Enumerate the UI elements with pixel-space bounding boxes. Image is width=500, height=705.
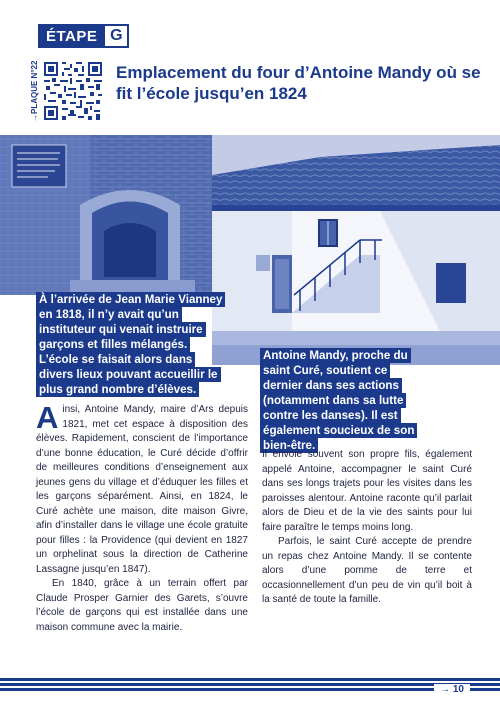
plaque-number: →PLAQUE N°22 <box>30 60 39 122</box>
callout-right <box>260 348 420 453</box>
body-column-left <box>36 400 248 635</box>
body-paragraph: En 1840, grâce à un terrain offert par Claude Prosper Garnier des Garets, s’ouvre l’école de garçons qui est installée dans une maison commune avec la mairie. <box>36 578 248 633</box>
page-title: Emplacement du four d’Antoine Mandy où se fit l’école jusqu’en 1824 <box>116 63 481 103</box>
callout-left <box>36 292 226 397</box>
stage-letter: G <box>105 26 127 46</box>
stage-label: ÉTAPE <box>46 27 98 45</box>
body-paragraph: Parfois, le saint Curé accepte de prendre un repas chez Antoine Mandy. Il se contente alors d’une pomme de terre et occasionnellement d’un peu de vin qu’il boit à la santé de toute la famille. <box>262 536 472 605</box>
callout-left-text: À l’arrivée de Jean Marie Vianney en 1818, il n’y avait qu’un instituteur qui venait instruire garçons et filles mélangés. L’école se faisait alors dans divers lieux pouvant accueillir le plus grand nombre d’élèves. <box>36 292 225 397</box>
plaque-label <box>30 62 42 122</box>
stage-tag <box>38 24 129 48</box>
body-text: insi, Antoine Mandy, maire d’Ars depuis 1821, met cet espace à disposition des élèves. Rapidement, conscient de l’importance d’une bonne éducation, le Curé décide d’offrir de meilleures conditions d’enseignement aux jeunes gens du village et d’éduquer les filles et les garçons séparément. Ainsi, en 1824, le Curé achète une maison, dite maison Givre, afin d’installer dans le village une école gratuite pour filles : la Providence (qui devient en 1827 un orphelinat sous la direction de Catherine Lassagne jusqu’en 1847). <box>36 404 248 575</box>
qr-code[interactable] <box>44 62 102 120</box>
body-paragraph <box>36 400 248 577</box>
drop-cap: A <box>36 400 59 435</box>
footer-stripes <box>0 678 500 693</box>
page-number: → 10 <box>434 684 470 695</box>
callout-right-text: Antoine Mandy, proche du saint Curé, soutient ce dernier dans ses actions (notamment dans sa lutte contre les danses). Il est également soucieux de son bien-être. <box>260 348 417 453</box>
body-paragraph: Il envoie souvent son propre fils, également appelé Antoine, accompagner le saint Curé dans ses longs trajets pour les visites dans les paroisses alentour. Antoine raconte qu’il parlait alors de Dieu et de la vie des saints pour lui faire paraître le temps moins long. <box>262 449 472 533</box>
body-column-right <box>262 448 472 608</box>
